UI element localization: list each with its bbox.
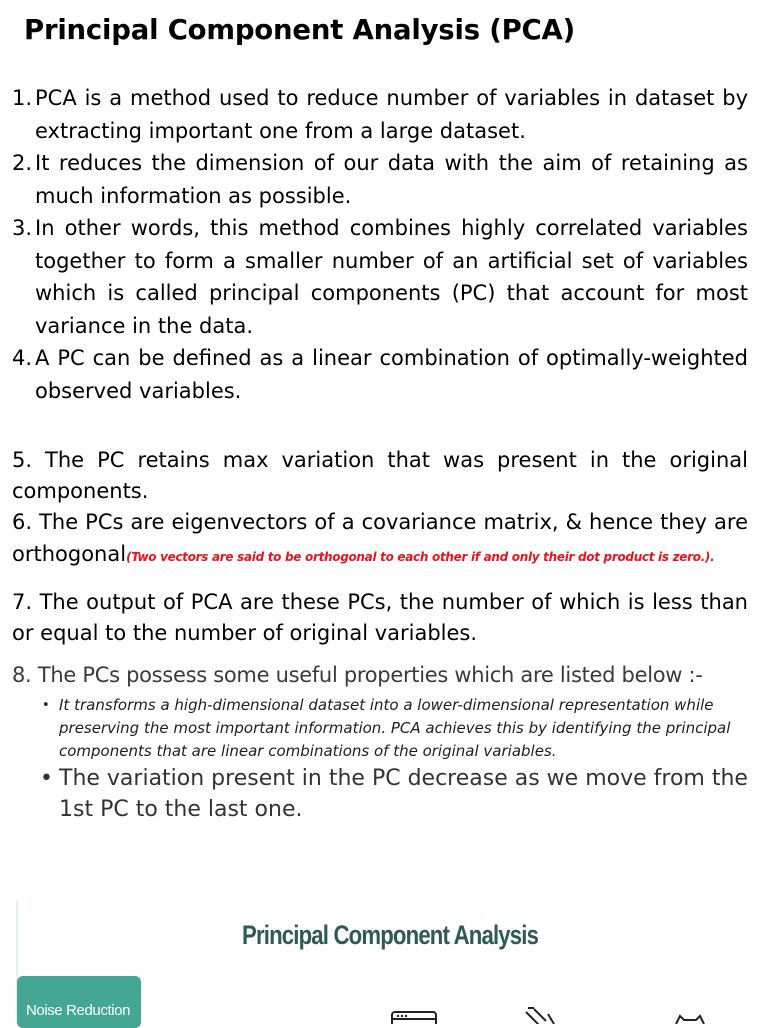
point-5-paragraph: 5. The PC retains max variation that was present in the original components.	[12, 448, 748, 503]
page-title: Principal Component Analysis (PCA)	[24, 14, 575, 46]
orthogonal-note: (Two vectors are said to be orthogonal to each other if and only their dot product is zero.).	[126, 550, 715, 564]
item-number: 2.	[12, 151, 33, 175]
item-text: PCA is a method used to reduce number of variables in dataset by extracting important one from a large dataset.	[35, 86, 748, 143]
bullet-dot: •	[42, 698, 50, 713]
item-number: 4.	[12, 346, 33, 370]
item-number: 3.	[12, 216, 33, 240]
bullet-text: The variation present in the PC decrease as we move from the 1st PC to the last one.	[59, 766, 748, 822]
noise-reduction-button[interactable]: Noise Reduction	[17, 976, 141, 1028]
bullet-dot: •	[40, 766, 53, 791]
list-item	[12, 212, 748, 342]
browser-window-icon	[390, 1008, 438, 1024]
point-7-paragraph: 7. The output of PCA are these PCs, the number of which is less than or equal to the number of original variables.	[12, 590, 748, 645]
item-text: A PC can be defined as a linear combination of optimally-weighted observed variables.	[35, 346, 748, 403]
item-text: In other words, this method combines highly correlated variables together to form a smaller number of an artificial set of variables which is called principal components (PC) that account for most variance in the data.	[35, 216, 748, 338]
point-6-paragraph	[12, 506, 748, 573]
bullet-item	[42, 694, 752, 763]
list-item	[12, 147, 748, 212]
tool-icon	[520, 1004, 560, 1024]
bullet-item	[40, 763, 752, 825]
item-text: It reduces the dimension of our data with the aim of retaining as much information as possible.	[35, 151, 748, 208]
list-item	[12, 342, 748, 407]
point-8-heading: 8. The PCs possess some useful properties which are listed below :-	[12, 663, 703, 687]
cat-icon	[672, 1012, 708, 1024]
point-6-text: 6. The PCs are eigenvectors of a covariance matrix, & hence they are orthogonal	[12, 510, 748, 566]
numbered-list	[12, 82, 748, 407]
list-item	[12, 82, 748, 147]
bullet-text: It transforms a high-dimensional dataset into a lower-dimensional representation while preserving the most important information. PCA achieves this by identifying the principal components that are linear combinations of the original variables.	[59, 696, 731, 760]
item-number: 1.	[12, 86, 33, 110]
infographic-title: Principal Component Analysis	[242, 920, 539, 950]
